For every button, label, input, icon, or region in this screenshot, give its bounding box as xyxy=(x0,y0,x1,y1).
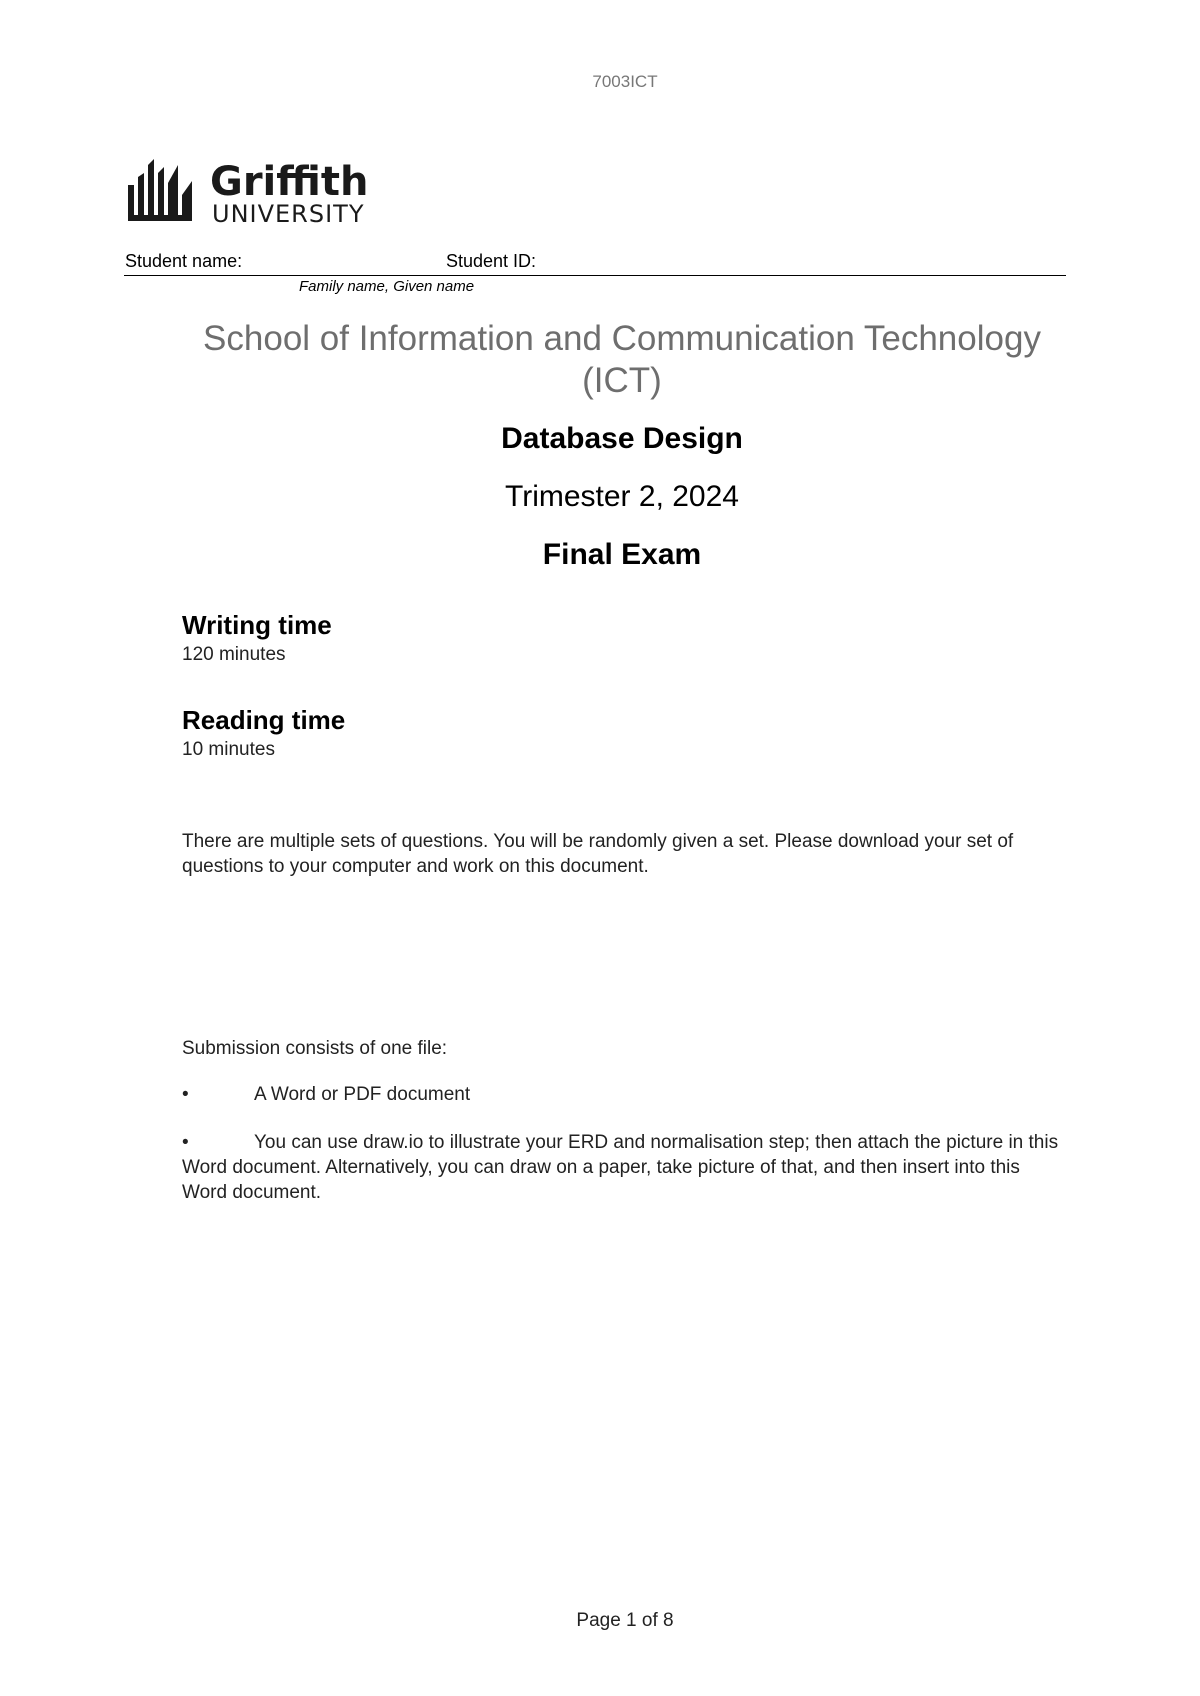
student-id-label: Student ID: xyxy=(446,251,537,271)
exam-title: Final Exam xyxy=(542,538,702,571)
instructions-paragraph: There are multiple sets of questions. You will be randomly given a set. Please download your set of questions to your computer and work on this document. xyxy=(182,831,1014,877)
writing-time-value: 120 minutes xyxy=(182,644,286,665)
student-name-hint: Family name, Given name xyxy=(299,278,475,295)
reading-time-value: 10 minutes xyxy=(182,739,275,760)
bullet-marker: • xyxy=(182,1132,189,1153)
submission-intro: Submission consists of one file: xyxy=(182,1038,448,1059)
term-title: Trimester 2, 2024 xyxy=(505,480,739,513)
bullet-marker: • xyxy=(182,1084,189,1105)
submission-item xyxy=(182,1084,1062,1106)
submission-item-text: You can use draw.io to illustrate your ERD and normalisation step; then attach the picture in this Word document. Alternatively, you can draw on a paper, take picture of that, and then insert into this Word document. xyxy=(182,1132,1059,1203)
header-course-code: 7003ICT xyxy=(592,72,658,91)
reading-time-heading: Reading time xyxy=(182,705,346,735)
writing-time-heading: Writing time xyxy=(182,610,332,640)
logo-wordmark: Griffith xyxy=(210,159,369,205)
griffith-logo xyxy=(126,155,416,225)
submission-item-text: A Word or PDF document xyxy=(254,1084,471,1105)
course-title: Database Design xyxy=(501,422,743,455)
student-info-rule xyxy=(124,275,1066,276)
student-name-label: Student name: xyxy=(125,251,243,271)
submission-item xyxy=(182,1130,1062,1205)
griffith-logo-mark xyxy=(126,155,416,225)
page-number: Page 1 of 8 xyxy=(576,1610,674,1631)
logo-subtext: UNIVERSITY xyxy=(212,200,365,225)
school-title: School of Information and Communication Technology (ICT) xyxy=(203,319,1041,400)
